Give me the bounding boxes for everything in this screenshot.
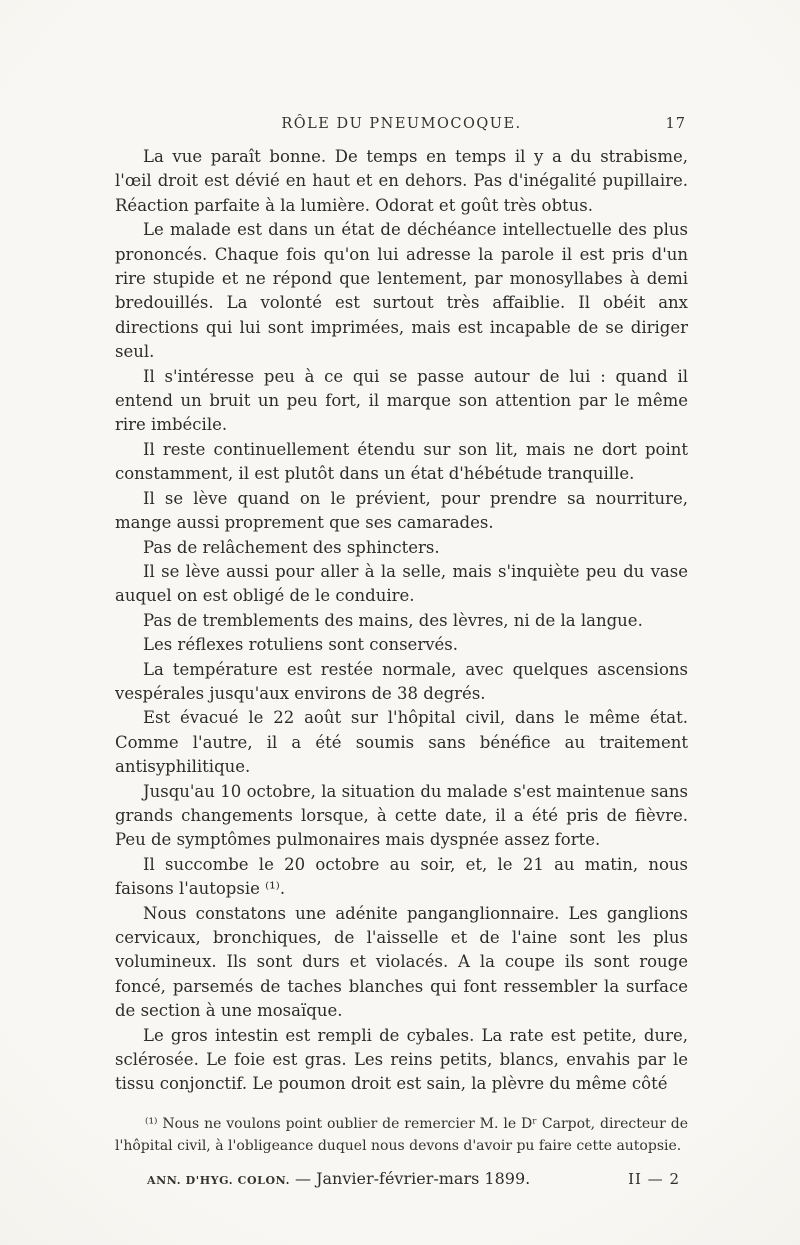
running-head [115,116,688,132]
body-text [115,145,688,1097]
body-paragraph: Est évacué le 22 août sur l'hôpital civil, dans le même état. Comme l'autre, il a été soumis sans bénéfice au traitement antisyphilitique. [115,708,688,777]
footer-citation [147,1169,530,1188]
body-paragraph: La vue paraît bonne. De temps en temps il y a du strabisme, l'œil droit est dévié en haut et en dehors. Pas d'inégalité pupillaire. Réaction parfaite à la lumière. Odorat et goût très obtus. [115,147,688,215]
body-paragraph: Il reste continuellement étendu sur son lit, mais ne dort point constamment, il est plutôt dans un état d'hébétude tranquille. [115,439,688,484]
body-paragraph: Il se lève aussi pour aller à la selle, mais s'inquiète peu du vase auquel on est obligé de le conduire. [115,561,688,606]
journal-abbreviation: ANN. D'HYG. COLON. [147,1173,291,1187]
body-paragraph: Les réflexes rotuliens sont conservés. [143,635,458,655]
body-paragraph: Il succombe le 20 octobre au soir, et, le 21 au matin, nous faisons l'autopsie ⁽¹⁾. [115,854,688,899]
body-paragraph: Il se lève quand on le prévient, pour prendre sa nourriture, mange aussi proprement que ses camarades. [115,488,688,533]
footnote-text: ⁽¹⁾ Nous ne voulons point oublier de remercier M. le Dʳ Carpot, directeur de l'hôpital civil, à l'obligeance duquel nous devons d'avoir pu faire cette autopsie. [115,1115,688,1154]
body-paragraph: Pas de tremblements des mains, des lèvres, ni de la langue. [143,610,643,630]
volume-signature: II — 2 [628,1169,680,1188]
body-paragraph: Le gros intestin est rempli de cybales. La rate est petite, dure, sclérosée. Le foie est gras. Les reins petits, blancs, envahis par le tissu conjonctif. Le poumon droit est sain, la plèvre du même côté [115,1025,688,1094]
body-paragraph: La température est restée normale, avec quelques ascensions vespérales jusqu'aux environs de 38 degrés. [115,659,688,703]
footnote [115,1113,688,1157]
body-paragraph: Le malade est dans un état de déchéance intellectuelle des plus prononcés. Chaque fois qu'on lui adresse la parole il est pris d'un rire stupide et ne répond que lentement, par monosyllabes à demi bredouillés. La volonté est surtout très affaiblie. Il obéit anx directions qui lui sont imprimées, mais est incapable de se diriger seul. [115,220,688,362]
page-number: 17 [665,116,686,132]
body-paragraph: Jusqu'au 10 octobre, la situation du malade s'est maintenue sans grands changements lorsque, à cette date, il a été pris de fièvre. Peu de symptômes pulmonaires mais dyspnée assez forte. [115,781,688,850]
issue-date: — Janvier-février-mars 1899. [295,1168,531,1188]
page-footer [115,1169,688,1188]
body-paragraph: Il s'intéresse peu à ce qui se passe autour de lui : quand il entend un bruit un peu fort, il marque son attention par le même rire imbécile. [115,366,688,435]
body-paragraph: Nous constatons une adénite panganglionnaire. Les ganglions cervicaux, bronchiques, de l'aisselle et de l'aine sont les plus volumineux. Ils sont durs et violacés. A la coupe ils sont rouge foncé, parsemés de taches blanches qui font ressembler la surface de section à une mosaïque. [115,903,688,1021]
page-title: RÔLE DU PNEUMOCOQUE. [281,116,522,132]
body-paragraph: Pas de relâchement des sphincters. [143,537,440,557]
